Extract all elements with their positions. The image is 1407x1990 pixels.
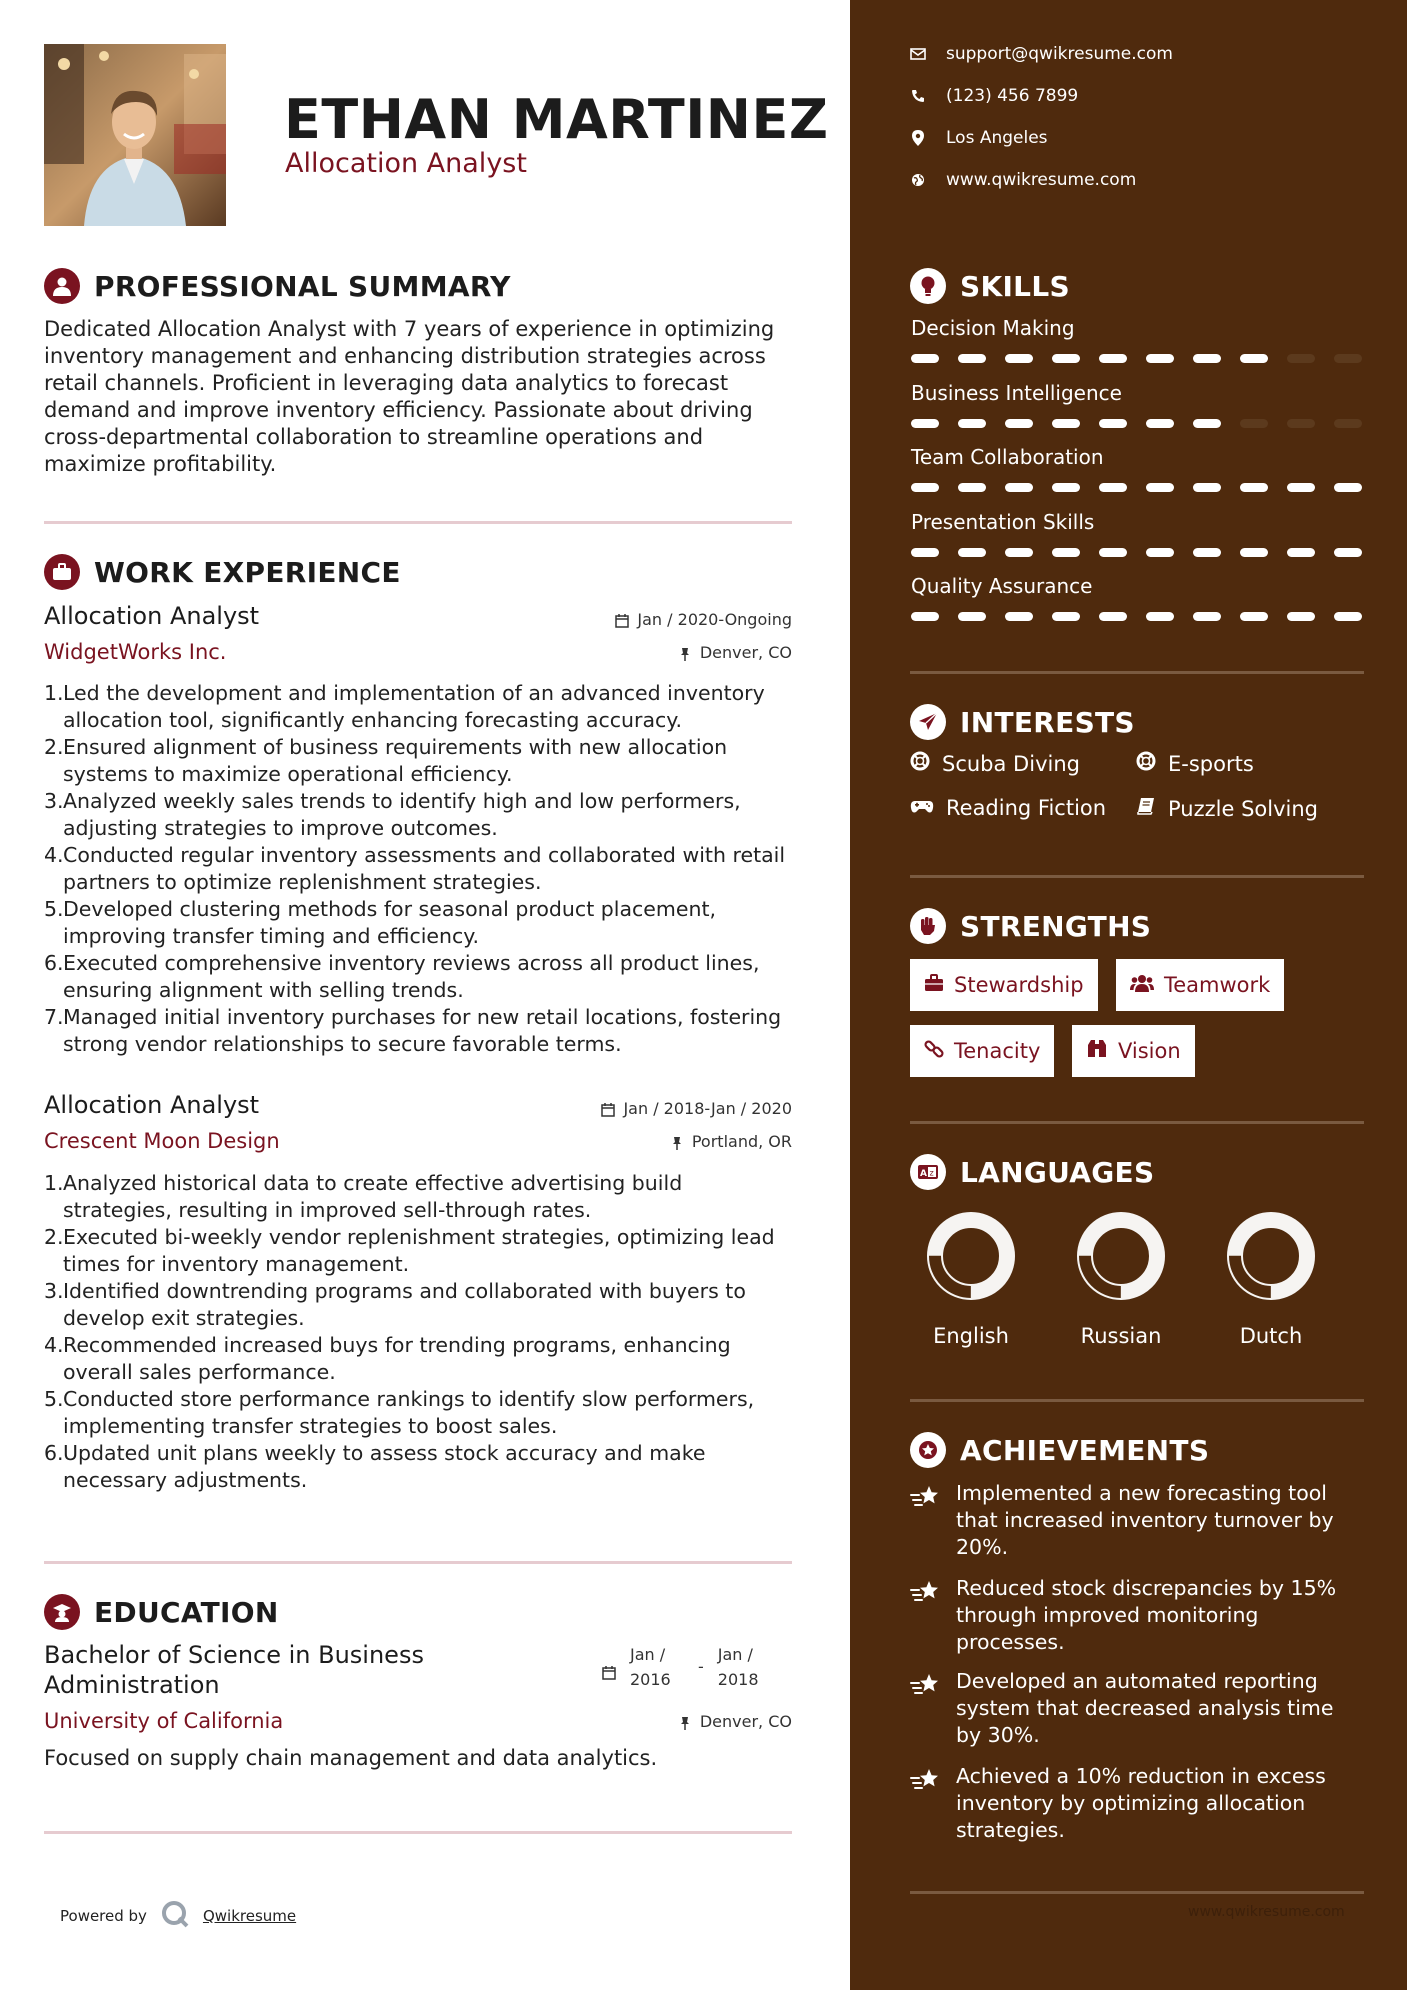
achievement-item bbox=[910, 1668, 1360, 1749]
achievement-text: Developed an automated reporting system that decreased analysis time by 30%. bbox=[956, 1669, 1334, 1747]
skill-name: Quality Assurance bbox=[911, 574, 1093, 598]
strength-chip bbox=[1116, 959, 1284, 1011]
skill-level-segment bbox=[1334, 612, 1362, 621]
shooting-star-icon bbox=[910, 1668, 944, 1749]
duty-number: 2. bbox=[44, 735, 64, 759]
lifebuoy-icon bbox=[910, 751, 930, 776]
duty-number: 6. bbox=[44, 951, 64, 975]
job-title: Allocation Analyst bbox=[44, 1091, 260, 1119]
strength-label: Vision bbox=[1118, 1039, 1181, 1063]
skill-level-segment bbox=[1099, 354, 1127, 363]
envelope-icon bbox=[910, 46, 926, 62]
job-title: Allocation Analyst bbox=[44, 602, 260, 630]
language-item bbox=[1216, 1208, 1326, 1348]
skill-level-segment bbox=[1240, 419, 1268, 428]
contact-email[interactable] bbox=[910, 44, 1173, 64]
candidate-name: ETHAN MARTINEZ bbox=[284, 88, 829, 151]
duty-item bbox=[44, 950, 796, 1004]
education-start-year: 2016 bbox=[630, 1670, 671, 1689]
job-dates bbox=[615, 610, 792, 629]
skill-level-segment bbox=[1052, 483, 1080, 492]
skill-level-segment bbox=[911, 354, 939, 363]
skill-level-segment bbox=[1099, 548, 1127, 557]
contact-phone-text: (123) 456 7899 bbox=[946, 86, 1079, 106]
education-date-separator: - bbox=[698, 1657, 704, 1676]
skill-level-segment bbox=[911, 483, 939, 492]
contact-phone[interactable] bbox=[910, 86, 1078, 106]
duty-number: 7. bbox=[44, 1005, 64, 1029]
summary-text: Dedicated Allocation Analyst with 7 years of experience in optimizing inventory management and enhancing distribution strategies across retail channels. Proficient in leveraging data analytics to forecast demand and improve inventory efficiency. Passionate about driving cross-departmental collaboration to streamline operations and maximize profitability. bbox=[44, 317, 775, 476]
interests-title: INTERESTS bbox=[960, 705, 1135, 739]
briefcase-icon bbox=[924, 973, 944, 997]
interest-label: E-sports bbox=[1168, 751, 1254, 776]
duty-number: 3. bbox=[44, 1279, 64, 1303]
skill-level-segment bbox=[1146, 354, 1174, 363]
globe-icon bbox=[910, 172, 926, 188]
duty-number: 3. bbox=[44, 789, 64, 813]
education-dates bbox=[602, 1642, 772, 1692]
language-item bbox=[1066, 1208, 1176, 1348]
strengths-heading bbox=[910, 908, 1151, 944]
section-divider bbox=[44, 1831, 792, 1834]
skill-level-segment bbox=[1005, 548, 1033, 557]
interest-label: Puzzle Solving bbox=[1168, 796, 1318, 821]
skill-level-segment bbox=[1287, 419, 1315, 428]
skill-level-segment bbox=[911, 612, 939, 621]
duty-item bbox=[44, 1440, 796, 1494]
briefcase-icon bbox=[44, 554, 80, 590]
pin-icon bbox=[678, 646, 692, 660]
duty-item bbox=[44, 1278, 796, 1332]
achievement-text: Reduced stock discrepancies by 15% through improved monitoring processes. bbox=[956, 1576, 1337, 1654]
skill-level-segment bbox=[958, 354, 986, 363]
duty-item bbox=[44, 734, 796, 788]
skill-name: Team Collaboration bbox=[911, 445, 1104, 469]
skill-level-segment bbox=[1099, 612, 1127, 621]
lightbulb-icon bbox=[910, 268, 946, 304]
achievement-item bbox=[910, 1575, 1360, 1656]
language-level-ring bbox=[923, 1208, 1019, 1304]
sidebar-divider bbox=[910, 1121, 1364, 1124]
skill-level-segment bbox=[1287, 612, 1315, 621]
sidebar-divider bbox=[910, 875, 1364, 878]
duty-text: Analyzed weekly sales trends to identify high and low performers, adjusting strategies to improve outcomes. bbox=[63, 789, 741, 840]
strength-label: Tenacity bbox=[954, 1039, 1041, 1063]
skill-name: Presentation Skills bbox=[911, 509, 1095, 534]
job-duties-list bbox=[44, 1170, 796, 1494]
achievement-text: Implemented a new forecasting tool that increased inventory turnover by 20%. bbox=[956, 1481, 1334, 1559]
duty-item bbox=[44, 1332, 796, 1386]
skill-level-segment bbox=[1005, 419, 1033, 428]
interest-label: Reading Fiction bbox=[946, 796, 1107, 820]
skill-level-segment bbox=[1146, 483, 1174, 492]
pin-icon bbox=[678, 1715, 692, 1729]
skill-name: Decision Making bbox=[911, 316, 1075, 340]
footer-powered-by bbox=[60, 1900, 296, 1932]
skill-level-segment bbox=[1005, 483, 1033, 492]
skill-level-segment bbox=[1240, 548, 1268, 557]
skill-level-segment bbox=[1052, 354, 1080, 363]
duty-text: Updated unit plans weekly to assess stock accuracy and make necessary adjustments. bbox=[63, 1441, 706, 1492]
skill-level-bar bbox=[911, 419, 1362, 428]
languages-heading bbox=[910, 1154, 1154, 1190]
lifebuoy-icon bbox=[1136, 751, 1156, 776]
education-end-month: Jan / bbox=[717, 1645, 753, 1664]
education-heading bbox=[44, 1594, 279, 1630]
contact-website-text: www.qwikresume.com bbox=[946, 170, 1137, 190]
skill-level-segment bbox=[1193, 419, 1221, 428]
shooting-star-icon bbox=[910, 1575, 944, 1656]
education-start-month: Jan / bbox=[630, 1645, 666, 1664]
gamepad-icon bbox=[910, 796, 934, 820]
skill-level-bar bbox=[911, 548, 1362, 557]
calendar-icon bbox=[602, 1662, 616, 1676]
skill-level-segment bbox=[1146, 419, 1174, 428]
strength-chip bbox=[1072, 1025, 1195, 1077]
duty-number: 1. bbox=[44, 681, 64, 705]
users-icon bbox=[1130, 973, 1154, 997]
experience-heading bbox=[44, 554, 401, 590]
map-marker-icon bbox=[910, 130, 926, 146]
skill-level-segment bbox=[1287, 483, 1315, 492]
duty-text: Ensured alignment of business requirements with new allocation systems to maximize operational efficiency. bbox=[63, 735, 728, 786]
education-degree: Bachelor of Science in Business Administration bbox=[44, 1641, 424, 1699]
skill-level-bar bbox=[911, 483, 1362, 492]
sidebar-divider bbox=[910, 1399, 1364, 1402]
skill-level-segment bbox=[1240, 612, 1268, 621]
skill-level-segment bbox=[1287, 354, 1315, 363]
star-badge-icon bbox=[910, 1432, 946, 1468]
skill-level-segment bbox=[1193, 483, 1221, 492]
duty-item bbox=[44, 1170, 796, 1224]
duty-text: Led the development and implementation of an advanced inventory allocation tool, significantly enhancing forecasting accuracy. bbox=[63, 681, 765, 732]
graduate-icon bbox=[44, 1594, 80, 1630]
skills-title: SKILLS bbox=[960, 269, 1070, 303]
education-location-text: Denver, CO bbox=[699, 1712, 792, 1731]
svg-text:z: z bbox=[929, 1168, 934, 1178]
binoculars-icon bbox=[1086, 1039, 1108, 1064]
summary-title: PROFESSIONAL SUMMARY bbox=[94, 269, 511, 303]
pin-icon bbox=[670, 1135, 684, 1149]
skill-level-segment bbox=[1287, 548, 1315, 557]
strength-chip bbox=[910, 959, 1098, 1011]
achievements-heading bbox=[910, 1432, 1209, 1468]
job-dates-text: Jan / 2020-Ongoing bbox=[637, 610, 792, 629]
job-location-text: Denver, CO bbox=[699, 643, 792, 662]
job-dates-text: Jan / 2018-Jan / 2020 bbox=[623, 1099, 792, 1118]
strength-label: Stewardship bbox=[954, 973, 1084, 997]
qwikresume-logo-icon bbox=[161, 1900, 189, 1932]
section-divider bbox=[44, 521, 792, 524]
profile-photo bbox=[44, 44, 226, 226]
user-icon bbox=[44, 268, 80, 304]
education-end-year: 2018 bbox=[717, 1670, 759, 1689]
skill-level-segment bbox=[1005, 354, 1033, 363]
duty-text: Managed initial inventory purchases for new retail locations, fostering strong vendor relationships to secure favorable terms. bbox=[63, 1005, 782, 1056]
interests-heading bbox=[910, 704, 1135, 740]
strengths-title: STRENGTHS bbox=[960, 909, 1152, 943]
book-icon bbox=[1136, 796, 1156, 821]
shooting-star-icon bbox=[910, 1763, 944, 1844]
skill-level-segment bbox=[1193, 548, 1221, 557]
duty-text: Conducted regular inventory assessments and collaborated with retail partners to optimize replenishment strategies. bbox=[63, 843, 786, 894]
svg-text:A: A bbox=[920, 1169, 927, 1179]
achievements-title: ACHIEVEMENTS bbox=[960, 1433, 1210, 1467]
skill-level-segment bbox=[1334, 419, 1362, 428]
job-company: Crescent Moon Design bbox=[44, 1129, 280, 1153]
skill-level-segment bbox=[911, 548, 939, 557]
sidebar-divider bbox=[910, 1891, 1364, 1894]
duty-text: Executed comprehensive inventory reviews across all product lines, ensuring alignment with selling trends. bbox=[63, 951, 760, 1002]
skill-name: Business Intelligence bbox=[911, 380, 1122, 405]
interest-item bbox=[910, 796, 1106, 820]
education-school: University of California bbox=[44, 1709, 284, 1733]
candidate-role: Allocation Analyst bbox=[285, 148, 527, 179]
skill-level-segment bbox=[1193, 354, 1221, 363]
skill-level-segment bbox=[1146, 612, 1174, 621]
job-location bbox=[678, 643, 792, 662]
skill-level-segment bbox=[1334, 483, 1362, 492]
language-level-ring bbox=[1223, 1208, 1319, 1304]
contact-location bbox=[910, 128, 1048, 148]
skill-level-segment bbox=[1240, 354, 1268, 363]
skill-level-segment bbox=[1193, 612, 1221, 621]
section-divider bbox=[44, 1561, 792, 1564]
language-name: English bbox=[933, 1324, 1009, 1348]
language-item bbox=[916, 1208, 1026, 1348]
skill-level-bar bbox=[911, 354, 1362, 363]
contact-email-text: support@qwikresume.com bbox=[946, 44, 1173, 64]
languages-title: LANGUAGES bbox=[960, 1155, 1155, 1189]
duty-number: 5. bbox=[44, 1387, 64, 1411]
duty-item bbox=[44, 1224, 796, 1278]
contact-location-text: Los Angeles bbox=[946, 128, 1048, 148]
job-location-text: Portland, OR bbox=[691, 1132, 792, 1151]
calendar-icon bbox=[601, 1102, 615, 1116]
calendar-icon bbox=[615, 613, 629, 627]
experience-title: WORK EXPERIENCE bbox=[94, 555, 401, 589]
education-end bbox=[718, 1642, 772, 1692]
duty-item bbox=[44, 842, 796, 896]
skill-level-segment bbox=[1334, 354, 1362, 363]
duty-number: 2. bbox=[44, 1225, 64, 1249]
duty-text: Executed bi-weekly vendor replenishment strategies, optimizing lead times for inventory management. bbox=[63, 1225, 775, 1276]
duty-number: 4. bbox=[44, 843, 64, 867]
duty-item bbox=[44, 788, 796, 842]
skill-level-segment bbox=[1334, 548, 1362, 557]
strength-chip bbox=[910, 1025, 1054, 1077]
skill-level-segment bbox=[1099, 419, 1127, 428]
language-name: Russian bbox=[1080, 1324, 1162, 1348]
duty-number: 6. bbox=[44, 1441, 64, 1465]
duty-text: Recommended increased buys for trending programs, enhancing overall sales performance. bbox=[63, 1333, 731, 1384]
skill-level-segment bbox=[1005, 612, 1033, 621]
translate-icon bbox=[910, 1154, 946, 1190]
skill-level-segment bbox=[1052, 419, 1080, 428]
interest-label: Scuba Diving bbox=[942, 751, 1080, 776]
duty-item bbox=[44, 896, 796, 950]
contact-website[interactable] bbox=[910, 170, 1136, 190]
duty-text: Developed clustering methods for seasonal product placement, improving transfer timing and efficiency. bbox=[63, 897, 717, 948]
duty-item bbox=[44, 1386, 796, 1440]
interest-item bbox=[1136, 796, 1318, 821]
fist-icon bbox=[910, 908, 946, 944]
duty-number: 5. bbox=[44, 897, 64, 921]
link-icon bbox=[924, 1039, 944, 1064]
shooting-star-icon bbox=[910, 1480, 944, 1561]
strength-label: Teamwork bbox=[1164, 973, 1271, 997]
interest-item bbox=[910, 751, 1080, 776]
duty-text: Conducted store performance rankings to identify slow performers, implementing transfer strategies to boost sales. bbox=[63, 1387, 755, 1438]
skill-level-segment bbox=[1240, 483, 1268, 492]
skill-level-segment bbox=[1052, 612, 1080, 621]
education-start bbox=[630, 1642, 684, 1692]
skills-heading bbox=[910, 268, 1070, 304]
education-title: EDUCATION bbox=[94, 1595, 279, 1629]
duty-number: 4. bbox=[44, 1333, 64, 1357]
paper-plane-icon bbox=[910, 704, 946, 740]
skill-level-segment bbox=[1052, 548, 1080, 557]
job-company: WidgetWorks Inc. bbox=[44, 640, 227, 664]
skill-level-segment bbox=[958, 612, 986, 621]
skill-level-segment bbox=[958, 483, 986, 492]
duty-text: Analyzed historical data to create effective advertising build strategies, resulting in improved sell-through rates. bbox=[63, 1171, 683, 1222]
powered-by-label: Powered by bbox=[60, 1907, 147, 1925]
achievement-item bbox=[910, 1763, 1360, 1844]
sidebar-divider bbox=[910, 671, 1364, 674]
summary-heading bbox=[44, 268, 511, 304]
skill-level-segment bbox=[1146, 548, 1174, 557]
skill-level-segment bbox=[1099, 483, 1127, 492]
duty-text: Identified downtrending programs and collaborated with buyers to develop exit strategies. bbox=[63, 1279, 746, 1330]
achievement-item bbox=[910, 1480, 1360, 1561]
interest-item bbox=[1136, 751, 1254, 776]
job-location bbox=[670, 1132, 792, 1151]
duty-item bbox=[44, 1004, 796, 1058]
achievement-text: Achieved a 10% reduction in excess inventory by optimizing allocation strategies. bbox=[956, 1764, 1326, 1842]
phone-icon bbox=[910, 88, 926, 104]
qwikresume-link[interactable]: Qwikresume bbox=[202, 1907, 297, 1925]
job-dates bbox=[601, 1099, 792, 1118]
job-duties-list bbox=[44, 680, 796, 1058]
education-note: Focused on supply chain management and data analytics. bbox=[44, 1746, 658, 1770]
language-name: Dutch bbox=[1239, 1324, 1303, 1348]
skill-level-bar bbox=[911, 612, 1362, 621]
footer-website: www.qwikresume.com bbox=[1188, 1904, 1345, 1920]
duty-item bbox=[44, 680, 796, 734]
education-location bbox=[678, 1712, 792, 1731]
skill-level-segment bbox=[958, 548, 986, 557]
skill-level-segment bbox=[911, 419, 939, 428]
skill-level-segment bbox=[958, 419, 986, 428]
language-level-ring bbox=[1073, 1208, 1169, 1304]
duty-number: 1. bbox=[44, 1171, 64, 1195]
